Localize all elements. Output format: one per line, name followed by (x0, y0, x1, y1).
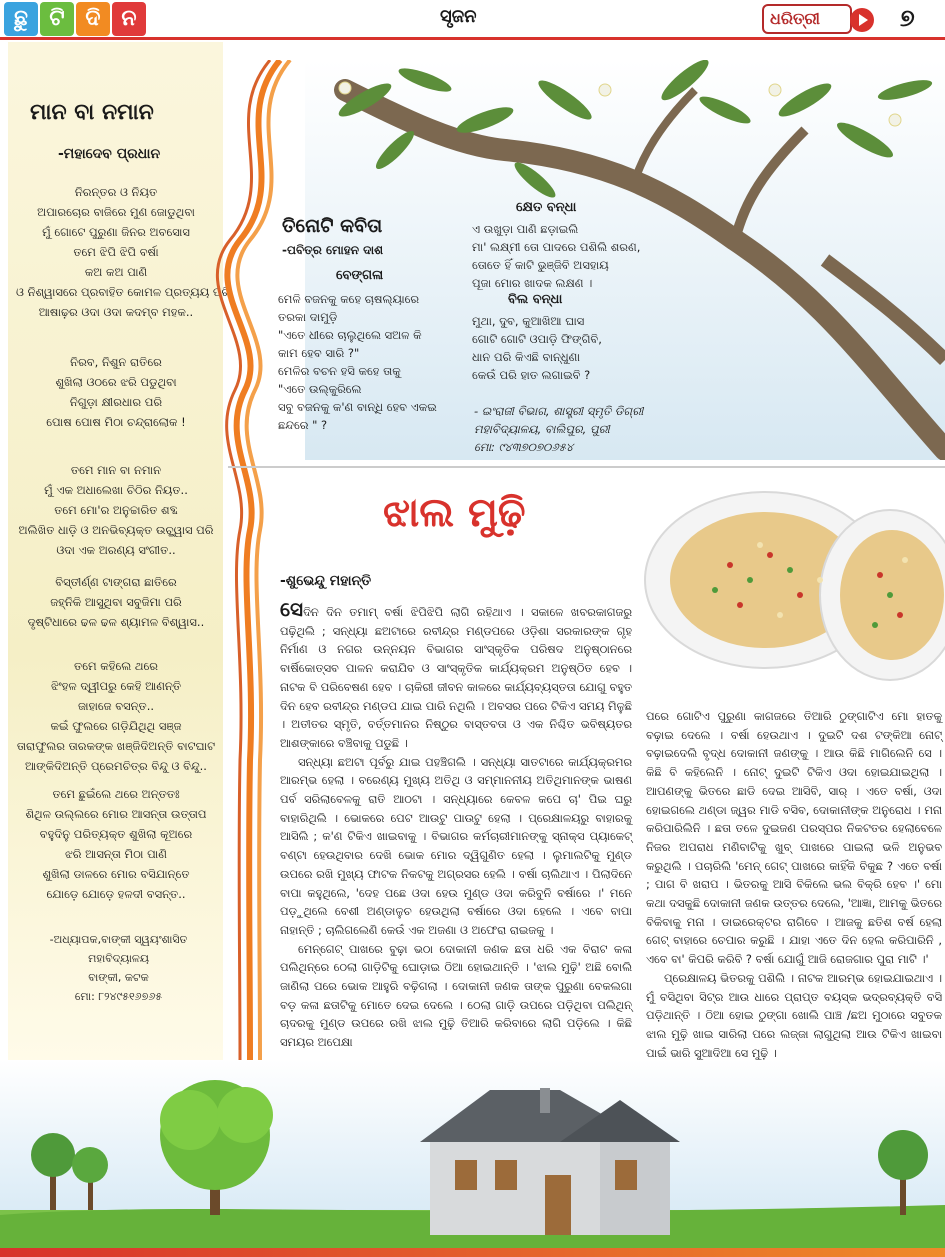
article-paragraph: ପ୍ରେକ୍ଷାଳୟ ଭିତରକୁ ପଶିଲି । ନାଟକ ଆରମ୍ଭ ହୋଇଯାଇଥାଏ । ମୁଁ ବସିଥିବା ସିଟ୍‌ର ଆଉ ଧାରେ ପ୍ରାପ୍ତ ବୟସ୍କ ଭଦ୍ରବ୍ୟକ୍ତି ବସି ପଡ଼ିଥାନ୍ତି । ଠିଆ ହୋଇ ଠୁଙ୍ଗା ଖୋଲି ପାଞ୍ଚ /ଛଅ ମୁଠାରେ ସବୁତକ ଝାଲ ମୁଢ଼ି ଖାଇ ସାରିଲା ପରେ ଲଜ୍ଜା ଲାଗୁଥିଲା ଆଉ ଟିକିଏ ଖାଇବା ପାଇଁ ଭାରି ସୁଆଦିଆ ସେ ମୁଢ଼ି । (646, 970, 942, 1060)
poem-line: ସବୁ ବଜନକୁ କ'ଣ ବାନ୍ଧି ହେବ ଏକଇ (278, 400, 437, 414)
poem-line: ତୋତେ ହିଁ କାଟି ଭୁଞ୍ଜିବି ଅସହାୟ (472, 258, 609, 272)
poem-line: ଓ ନିଶ୍ୱାସରେ ପ୍ରବାହିତ କୋମଳ ପ୍ରତ୍ୟୟ ପରି (16, 285, 231, 299)
three-poems-title: ତିନୋଟି କବିତା (282, 215, 383, 237)
poem-title: ମାନ ବା ନମାନ (30, 100, 154, 125)
poem-body (472, 220, 640, 292)
poem-line: କାମ ହେବ ସାରି ?" (278, 346, 360, 360)
poem-line: ତମେ ଝିପି ଝିପି ବର୍ଷା (73, 245, 159, 259)
poem-line: ଆଙ୍କିଦିଅନ୍ତି ପ୍ରେମଚିତ୍ର ବିନ୍ଦୁ ଓ ବିନ୍ଦୁ.. (25, 759, 207, 773)
poem-line: ଜାହାଜେ ବସନ୍ତ.. (77, 699, 155, 713)
poem-line: ଶିଥିଳ ଉଲ୍ଲରେ ମୋର ଆସନ୍ତା ଉତ୍ତାପ (25, 807, 207, 821)
poem-line: ମୁଁ ଏକ ଅଧାଲେଖା ଚିଠିର ନିୟତ.. (44, 483, 188, 497)
signature-line: ମୋ: ୮୨୪୯୫୧୬୭୬୫ (74, 990, 163, 1003)
masthead-letter: ନ (112, 2, 146, 36)
article-paragraph: ଦିନ ଦିନ ତମାମ୍ ବର୍ଷା ଝିପିଝିପି ଲାଗି ରହିଥାଏ । ସକାଳେ ଖବରକାଗଜରୁ ପଢ଼ିଥିଲି ; ସନ୍ଧ୍ୟା ଛଅଟାରେ ରବୀନ୍ଦ୍ର ମଣ୍ଡପରେ ଓଡ଼ିଶା ସରକାରଙ୍କ ଗୃହ ନିର୍ମାଣ ଓ ନଗର ଉନ୍ନୟନ ବିଭାଗର ସାଂସ୍କୃତିକ ପରିଷଦ ଅନୁଷ୍ଠାନରେ ବାର୍ଷିକୋତ୍ସବ ପାଳନ କରାଯିବ ଓ ସାଂସ୍କୃତିକ କାର୍ଯ୍ୟକ୍ରମ ଅନୁଷ୍ଠିତ ହେବ । ନାଟକ ବି ପରିବେଷଣ ହେବ । ଚାକିରୀ ଜୀବନ କାଳରେ କାର୍ଯ୍ୟବ୍ୟସ୍ତତା ଯୋଗୁ ବହୁତ ଦିନ ହେବ ରବୀନ୍ଦ୍ର ମଣ୍ଡପ ଯାଇ ପାରି ନଥିଲି । ଅବସର ପରେ ଟିକିଏ ସମୟ ମିଳୁଛି । ଅତୀତର ସ୍ମୃତି, ବର୍ତ୍ତମାନର ନିଷ୍ଠୁର ବାସ୍ତବତା ଓ ଏକ ନିଶ୍ଚିତ ଭବିଷ୍ୟତର ଆଶଙ୍କାରେ ବଞ୍ଚିବାକୁ ପଡୁଛି । (280, 605, 632, 750)
jhal-mudhi-plates-image (640, 485, 945, 695)
poem-stanza (16, 656, 216, 776)
poem-line: ଦୃଷ୍ଟିଧାରେ ଢଳ ଢଳ ଶ୍ୟାମଳ ବିଶ୍ୱାସ.. (27, 615, 205, 629)
masthead-letter: ଦି (76, 2, 110, 36)
poem-line: ବହୁଦିନୁ ପରିତ୍ୟକ୍ତ ଶୁଖିଲା କୂଅରେ (39, 827, 193, 841)
poem-line: ଶୁଖିଲା ଡାଳରେ ମୋର ବସିଯାନ୍ତେ (42, 867, 190, 881)
poem-line: ଅପାରଚୋର ବାଜିରେ ମୁଣ ଜୋଡୁଥିବା (37, 205, 195, 219)
poem-stanza (16, 460, 216, 560)
poem-stanza (16, 572, 216, 632)
poem-subtitle: ବିଲ ବନ୍ଧା (508, 292, 563, 307)
poem-author: -ମହାଦେବ ପ୍ରଧାନ (58, 146, 161, 162)
poem-line: ଅଲିଖିତ ଧାଡ଼ି ଓ ଅନଭିବ୍ୟକ୍ତ ଉଚ୍ଛ୍ୱାସ ପରି (18, 523, 214, 537)
poem-line: ନିଗୁଡ଼ା କ୍ଷୀରଧାର ପରି (69, 395, 163, 409)
poem-signature (36, 930, 201, 1006)
poem-line: ଜହ୍ନିକି ଆସୁଥିବା ସବୁଜିମା ପରି (50, 595, 182, 609)
house-landscape-image (0, 1060, 945, 1257)
article-paragraph: ପରେ ଗୋଟିଏ ପୁରୁଣା କାଗଜରେ ତିଆରି ଠୁଙ୍ଗାଟିଏ ମୋ ହାତକୁ ବଢ଼ାଇ ଦେଲେ । ବର୍ଷା ହେଉଥାଏ । ଦୁଇଟି ଦଶ ଟଙ୍କିଆ ନୋଟ୍ ବଢ଼ାଇଦେଲି ବୃଦ୍ଧ ଦୋକାନୀ ଜଣଙ୍କୁ । ଆଉ କିଛି ମାଗିଲେନି ସେ । କିଛି ବି କହିଲେନି । ନୋଟ୍ ଦୁଇଟି ଟିକିଏ ଓଦା ହୋଇଯାଇଥିଲା । ଆପଣଙ୍କୁ ଭିତରେ ଛାଡି ଦେଇ ଆସିବି, ସାର୍ । ଏତେ ବର୍ଷା, ଓଦା ହୋଇଗଲେ ଥଣ୍ଡା ଜ୍ୱର ମାଡି ବସିବ, ଦୋକାନୀଙ୍କ ଅନୁରୋଧ । ମନା କରିପାରିଲିନି । ଛତା ତଳେ ଦୁଇଜଣ ପରସ୍ପର ନିକଟତର ହେଲାବେଳେ ନିଜର ଅପରାଧ ମଣିବାଟିକୁ ଖୁବ୍ ପାଖରେ ପାଇଲା ଭଳି ଅନୁଭବ କରୁଥିଲି । ପଚାରିଲି 'ମେନ୍ ଗେଟ୍ ପାଖରେ କାହିଁକି ବିକୁଛ ? ଏତେ ବର୍ଷା ; ପାଗ ବି ଖରାପ । ଭିତରକୁ ଆସି ବିକିଲେ ଭଲ ବିକ୍ରି ହେବ ।' ମୋ କଥା ଦସକୁଛି ଦୋକାନୀ ଜଣକ ଉତ୍ତର ଦେଲେ, 'ଆଜ୍ଞା, ଆମକୁ ଭିତରେ ବିକିବାକୁ ମନା । ଡାଇରେକ୍ଟର ରାଗିବେ । ଆଜକୁ ଛତିଶ ବର୍ଷ ହେଲା ଗେଟ୍ ବାହାରେ ଚେପାର କରୁଛି । ଯାହା ଏତେ ଦିନ ହେଲ କରିପାରିନି , ଏବେ ବା' କିପରି କରିବି ? ବର୍ଷା ଯୋଗୁଁ ଆଜି ରୋଜଗାର ପୁରା ମାଟି ।' (646, 709, 943, 967)
poem-line: ଗୋଟି ଗୋଟି ଓପାଡ଼ି ଫିଙ୍ଗିବି, (472, 332, 602, 346)
signature-line: -ଅଧ୍ୟାପକ,ବାଙ୍କୀ ସ୍ୱୟଂଶାସିତ (49, 933, 188, 946)
drop-cap: ସେ (280, 597, 304, 621)
poem-line: ଝରି ଆସନ୍ତା ମିଠା ପାଣି (65, 847, 167, 861)
signature-line: ମହାବିଦ୍ୟାଳୟ (88, 952, 149, 965)
article-paragraph: ସନ୍ଧ୍ୟା ଛଅଟା ପୂର୍ବରୁ ଯାଇ ପହଞ୍ଚିଗଲି । ସନ୍ଧ୍ୟା ସାତଟାରେ କାର୍ଯ୍ୟକ୍ରମର ଆରମ୍ଭ ହେଲା । ବରେଣ୍ୟ ମୁଖ୍ୟ ଅତିଥି ଓ ସମ୍ମାନନୀୟ ଅତିଥିମାନଙ୍କ ଭାଷଣ ପର୍ବ ସରିଲାବେଳକୁ ରାତି ଆଠଟା । ସନ୍ଧ୍ୟାରେ କେବଳ କପେ ଚା' ପିଇ ଘରୁ ବାହାରିଥିଲି । ଭୋକରେ ପେଟ ଆଉଟୁ ପାଉଟୁ ହେଲା । ପ୍ରେକ୍ଷାଳୟରୁ ବାହାରକୁ ଆସିଲି ; କ'ଣ ଟିକିଏ ଖାଇବାକୁ । ବିଭାଗର କର୍ମଚାରୀମାନଙ୍କୁ ସ୍ନାକ୍ସ ପ୍ୟାକେଟ୍ ବଣ୍ଟା ହେଉଥିବାର ଦେଖି ଭୋକ ମୋର ଦ୍ୱିଗୁଣିତ ହେଲା । ଲୁମାଲଟିକୁ ମୁଣ୍ଡ ଉପରେ ରଖି ମୁଖ୍ୟ ଫାଟକ ନିକଟକୁ ଅଗ୍ରସର ହେଲି । ବର୍ଷା ଚାଲିଥାଏ । ପିଲାଦିନେ ବାପା କହୁଥିଲେ, 'ଦେହ ପଛେ ଓଦା ହେଉ ମୁଣ୍ଡ ଓଦା କରିବୁନି ବର୍ଷାରେ ।' ମନେ ପଡ଼ୁଥିଲେ ବେଶୀ ଅଣ୍ଡାଳୁଚ ହେଉଥିଲା ବର୍ଷାରେ ଓଦା ହେଲେ । ଏବେ ବାପା ନାହାନ୍ତି ; ଚାଲିଗଲେଣି କେଉଁ ଏକ ଅଜଣା ଓ ଅଫେରା ରାଇଜକୁ । (280, 754, 632, 937)
poem-line: "ଏତେ ଧୀରେ ଚାଲୁଥିଲେ ସଅଳ କି (278, 328, 422, 342)
poem-line: ତାରାଫୁଲର ତାରକଙ୍କ ଖଞ୍ଜିଦିଅନ୍ତି ବାଟଘାଟ (16, 739, 216, 753)
article-paragraph: ମେନ୍‌ଗେଟ୍ ପାଖରେ ବୁଢ଼ା ଭଠା ଦୋକାନୀ ଜଣକ ଛତା ଧରି ଏକ ବିରାଟ କଳା ପଲିଥିନ୍‌ରେ ଠେଲା ଗାଡ଼ିଟିକୁ ଘୋଡ଼ାଇ ଠିଆ ହୋଇଥାନ୍ତି । 'ଝାଲ ମୁଢ଼ି' ଅଛି ବୋଲି ଜାଣିଲା ପରେ ଭୋକ ଆହୁରି ବଢ଼ିଗଲା । ଦୋକାନୀ ଜଣକ ତାଙ୍କ ପୁରୁଣା ବେକଲଗା ବଡ଼ କଳା ଛତାଟିକୁ ମୋତେ ଦେଇ ଦେଲେ । ଠେଲା ଗାଡ଼ି ଉପରେ ପଡ଼ିଥିବା ପଲିଥିନ୍ ଚାଦରକୁ ମୁଣ୍ଡ ଉପରେ ରଖି ଝାଲ ମୁଢ଼ି ତିଆରି କରିବାରେ ଲାଗି ପଡ଼ିଲେ । କିଛି ସମୟର ଅପେକ୍ଷା (280, 941, 632, 1050)
poem-subtitle: କ୍ଷେତ ବନ୍ଧା (516, 200, 577, 215)
poem-line: ମୁଥା, ଦୁବ, କୁଆଖିଆ ଘାସ (472, 314, 585, 328)
signature-line: - ଇଂରାଜୀ ବିଭାଗ, ଶାସ୍ତ୍ରୀ ସ୍ମୃତି ଡିଗ୍ରୀ (474, 404, 644, 418)
poem-stanza (16, 182, 231, 322)
poem-line: ପୋଷ ପୋଷ ମିଠା ଚନ୍ଦ୍ରାଲୋକ ! (46, 415, 186, 429)
poem-line: ପୂଜା ମୋର ଖାଦକ ଲକ୍ଷଣ । (472, 276, 593, 290)
section-divider (228, 466, 945, 468)
masthead-title (4, 2, 146, 36)
poem-line: ତମେ ମୋ'ର ଅନୁଚ୍ଚାରିତ ଶବ୍ଦ (54, 503, 178, 517)
poem-line: ବିସ୍ତୀର୍ଣ୍ଣ ଟାଙ୍ଗରା ଛାତିରେ (55, 575, 177, 589)
poem-line: ତମେ ମାନ ବା ନମାନ (70, 463, 162, 477)
page-number: ୭ (900, 4, 915, 32)
poem-line: ନିରନ୍ତର ଓ ନିୟତ (74, 185, 158, 199)
signature-line: ମୋ: ୯୪୩୭୦୭୦୬୫୪ (474, 440, 574, 454)
masthead-letter: ଟି (40, 2, 74, 36)
poem-stanza (16, 352, 216, 432)
poem-stanza (16, 784, 216, 904)
poem-line: ମେଳି ବଜନକୁ କହେ ଚାଷଲ୍ୟାରେ (278, 292, 420, 306)
poem-line: କେଉଁ ପରି ହାତ ଲଗାଇବି ? (472, 368, 591, 382)
poem-line: ଆଷାଢ଼ର ଓଦା ଓଦା କଦମ୍ବ ମହକ.. (38, 305, 194, 319)
poem-line: ଧାନ ପରି କିଏଛି ବାନ୍ଧୁଣା (472, 350, 580, 364)
poem-line: ମେଳିର ବଚନ ହସି କହେ ତାକୁ (278, 364, 401, 378)
poem-line: ଓଦା ଏକ ଅରଣ୍ୟ ସଂଗୀତ.. (56, 543, 176, 557)
poem-line: ମା' ଲକ୍ଷ୍ମୀ ତୋ ପାଦରେ ପଶିଲି ଶରଣ, (472, 240, 641, 254)
poem-line: "ଏତେ ଉଲ୍କୁରିଲେ (278, 382, 362, 396)
bottom-bar (0, 1248, 945, 1257)
poem-body (472, 312, 602, 384)
poem-line: କଅ କଅ ପାଣି (84, 265, 148, 279)
article-author: -ଶୁଭେନ୍ଦୁ ମହାନ୍ତି (280, 573, 372, 589)
poem-line: ତରକା ଦାମୁଡ଼ି (278, 310, 338, 324)
poem-subtitle: ବେଙ୍ଗଳା (336, 268, 384, 283)
signature-line: ବାଙ୍କୀ, କଟକ (88, 971, 149, 984)
poem-line: ଏ ଉଖୁଡ଼ା ପାଣି ଛଡ଼ାଇଲି (472, 222, 579, 236)
poem-line: ତମେ ଛୁଇଁଲେ ଥରେ ଅନ୍ତତଃ (52, 787, 180, 801)
masthead-letter: ଛୁ (4, 2, 38, 36)
poem-line: ଛନ୍ଦରେ " ? (278, 418, 328, 432)
poem-line: ନିରବ, ନିଶୁନ ରାତିରେ (70, 355, 162, 369)
poem-line: ଝିଂହଳ ଦ୍ୱୀପରୁ କେହି ଆଣନ୍ତି (50, 679, 182, 693)
section-name: ସୃଜନ (440, 6, 477, 27)
masthead (0, 0, 945, 40)
poem-body (278, 290, 437, 434)
poem-line: କଇଁ ଫୁଲରେ ଗଡ଼ିଯିଥିଥି ସଞ୍ଜ (50, 719, 182, 733)
poem-line: ମୁଁ ଗୋଟେ ପୁରୁଣା ଜିନର ଅବସୋସ (42, 225, 190, 239)
poem-line: ତମେ କହିଲେ ଥରେ (74, 659, 158, 673)
play-icon[interactable] (850, 8, 874, 32)
newspaper-logo: ଧରିତ୍ରୀ (762, 4, 852, 34)
article-title: ଝାଲ ମୁଢ଼ି (383, 490, 526, 536)
poem-signature (474, 402, 643, 456)
three-poems-author: -ପବିତ୍ର ମୋହନ ଦାଶ (282, 243, 384, 257)
poem-line: ଯୋଡ଼େ ଯୋଡ଼େ ହଳଦୀ ବସନ୍ତ.. (46, 887, 186, 901)
poem-line: ଶୁଖିଲା ଓଠରେ ଝରି ପଡୁଥିବା (55, 375, 177, 389)
article-column-1 (280, 597, 632, 1052)
signature-line: ମହାବିଦ୍ୟାଳୟ, ବାଲିପୁର, ପୁରୀ (474, 422, 610, 436)
